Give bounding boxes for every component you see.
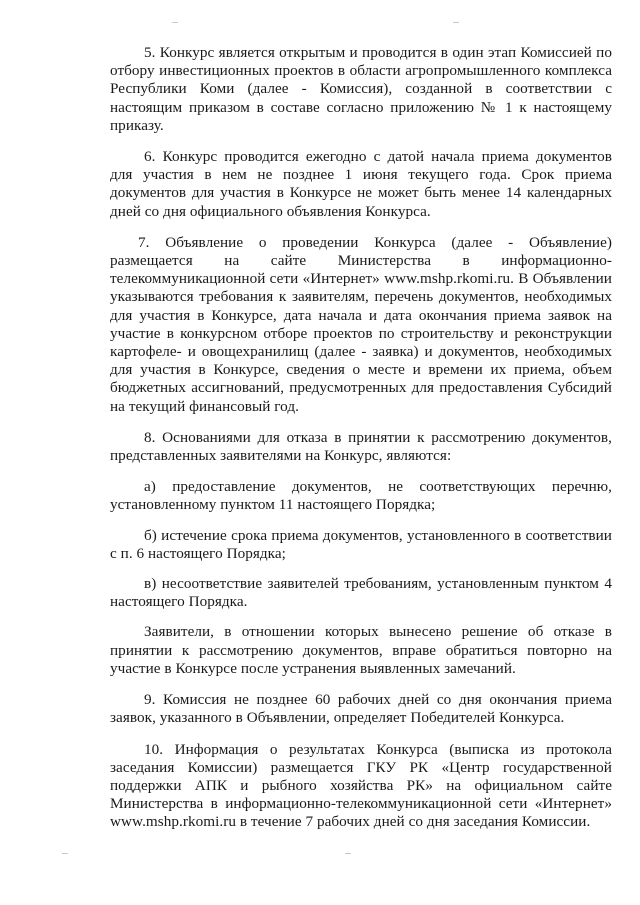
- scan-speck: [62, 853, 68, 854]
- paragraph-5: 5. Конкурс является открытым и проводится в один этап Комиссией по отбору инвестиционных проектов в области агропромышленного комплекса Республики Коми (далее - Комиссия), созданной в соответствии с настоящим приказом в составе согласно приложению № 1 к настоящему приказу.: [110, 44, 612, 134]
- paragraph-9: 9. Комиссия не позднее 60 рабочих дней со дня окончания приема заявок, указанного в Объявлении, определяет Победителей Конкурса.: [110, 691, 612, 727]
- paragraph-applicants-resubmit: Заявители, в отношении которых вынесено решение об отказе в принятии к рассмотрению документов, вправе обратиться повторно на участие в Конкурсе после устранения выявленных замечаний.: [110, 623, 612, 677]
- paragraph-8: 8. Основаниями для отказа в принятии к рассмотрению документов, представленных заявителями на Конкурс, являются:: [110, 428, 612, 465]
- paragraph-10: 10. Информация о результатах Конкурса (выписка из протокола заседания Комиссии) размещается ГКУ РК «Центр государственной поддержки АПК и рыбного хозяйства РК» на официальном сайте Министерства в информационно-телекоммуникационной сети «Интернет» www.mshp.rkomi.ru в течение 7 рабочих дней со дня заседания Комиссии.: [110, 740, 612, 831]
- paragraph-7: 7. Объявление о проведении Конкурса (далее - Объявление) размещается на сайте Министерства в информационно-телекоммуникационной сети «Интернет» www.mshp.rkomi.ru. В Объявлении указываются требования к заявителям, перечень документов, необходимых для участия в Конкурсе, дата начала и дата окончания приема заявок на участие в конкурсном отборе проектов по строительству и реконструкции картофеле- и овощехранилищ (далее - заявка) и документов, необходимых для участия в Конкурсе, сведения о месте и времени их приема, объем бюджетных ассигнований, предусмотренных для предоставления Субсидий на текущий финансовый год.: [110, 233, 612, 415]
- scan-speck: [453, 22, 459, 23]
- list-item-a: а) предоставление документов, не соответствующих перечню, установленному пунктом 11 настоящего Порядка;: [110, 478, 612, 514]
- scan-speck: [172, 22, 178, 23]
- list-item-b: б) истечение срока приема документов, установленного в соответствии с п. 6 настоящего Порядка;: [110, 526, 612, 562]
- list-item-v: в) несоответствие заявителей требованиям, установленным пунктом 4 настоящего Порядка.: [110, 575, 612, 611]
- scan-speck: [345, 853, 351, 854]
- paragraph-6: 6. Конкурс проводится ежегодно с датой начала приема документов для участия в нем не позднее 1 июня текущего года. Срок приема документов для участия в Конкурсе не может быть менее 14 календарных дней со дня официального объявления Конкурса.: [110, 148, 612, 220]
